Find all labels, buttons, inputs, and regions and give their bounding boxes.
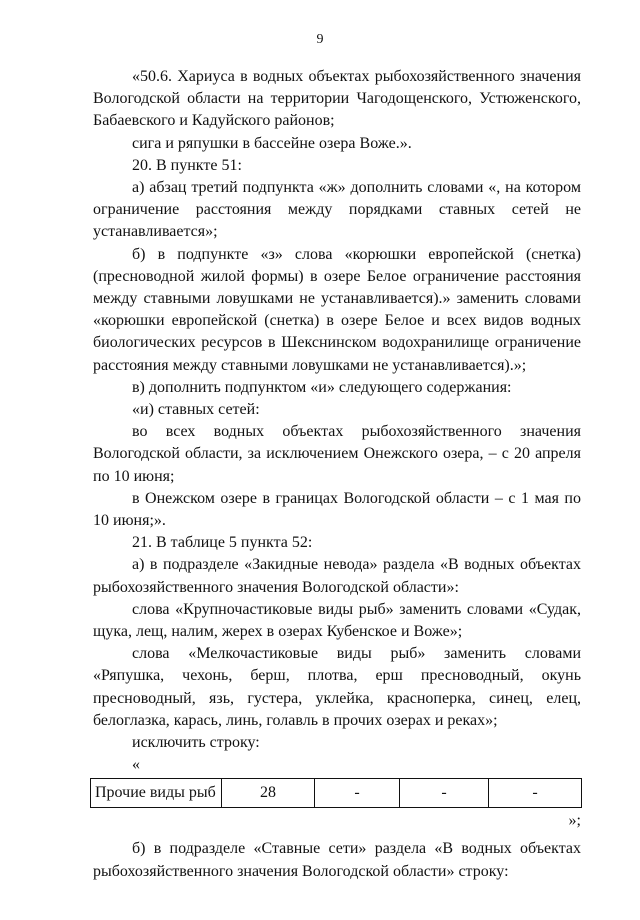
table-cell-species: Прочие виды рыб (91, 779, 222, 808)
page-number: 9 (316, 32, 324, 47)
paragraph-20-a: а) абзац третий подпункта «ж» дополнить словами «, на котором ограничение расстояния между порядками ставных сетей не устанавливается»; (93, 179, 581, 241)
paragraph-small-fish: слова «Мелкочастиковые виды рыб» заменить словами «Ряпушка, чехонь, берш, плотва, ерш пресноводный, окунь пресноводный, язь, густера, уклейка, красноперка, синец, елец, белоглазка, карась, линь, голавль в прочих озерах и реках»; (93, 645, 581, 729)
paragraph-sig: сига и ряпушки в бассейне озера Воже.». (132, 134, 412, 152)
paragraph-20-v: в) дополнить подпунктом «и» следующего содержания: (132, 378, 512, 396)
paragraph-all-waters: во всех водных объектах рыбохозяйственного значения Вологодской области, за исключением Онежского озера, – с 20 апреля по 10 июня; (93, 423, 581, 485)
paragraph-large-fish: слова «Крупночастиковые виды рыб» заменить словами «Судак, щука, лещ, налим, жерех в озерах Кубенское и Воже»; (93, 600, 581, 641)
paragraph-onega: в Онежском озере в границах Вологодской области – с 1 мая по 10 июня;». (93, 489, 581, 530)
table-cell-dash: - (400, 779, 489, 808)
document-body (93, 66, 581, 883)
paragraph-item-20: 20. В пункте 51: (132, 156, 242, 174)
paragraph-21-a: а) в подразделе «Закидные невода» раздела «В водных объектах рыбохозяйственного значения Вологодской области»: (93, 556, 581, 596)
paragraph-20-v-i: «и) ставных сетей: (132, 401, 260, 419)
table-cell-dash: - (489, 779, 582, 808)
table-cell-value: 28 (222, 779, 315, 808)
paragraph-21-b: б) в подразделе «Ставные сети» раздела «В водных объектах рыбохозяйственного значения Вологодской области» строку: (93, 840, 581, 880)
table-cell-dash: - (315, 779, 400, 808)
table-open-quote: « (132, 756, 140, 774)
paragraph-50-6: «50.6. Хариуса в водных объектах рыбохозяйственного значения Вологодской области на территории Чагодощенского, Устюженского, Бабаевского и Кадуйского районов; (93, 68, 581, 130)
excluded-row-table (90, 778, 582, 808)
table-close-quote: »; (568, 812, 581, 830)
paragraph-item-21: 21. В таблице 5 пункта 52: (132, 534, 313, 552)
paragraph-exclude-row: исключить строку: (132, 734, 260, 752)
paragraph-20-b: б) в подпункте «з» слова «корюшки европейской (снетка) (пресноводной жилой формы) в озере Белое ограничение расстояния между ставными ловушками не устанавливается).» заменить словами «корюшки европейской (снетка) в озере Белое и всех видов водных биологических ресурсов в Шекснинском водохранилище ограничение расстояния между ставными ловушками не устанавливается).»; (93, 245, 581, 374)
table-row (91, 779, 582, 808)
